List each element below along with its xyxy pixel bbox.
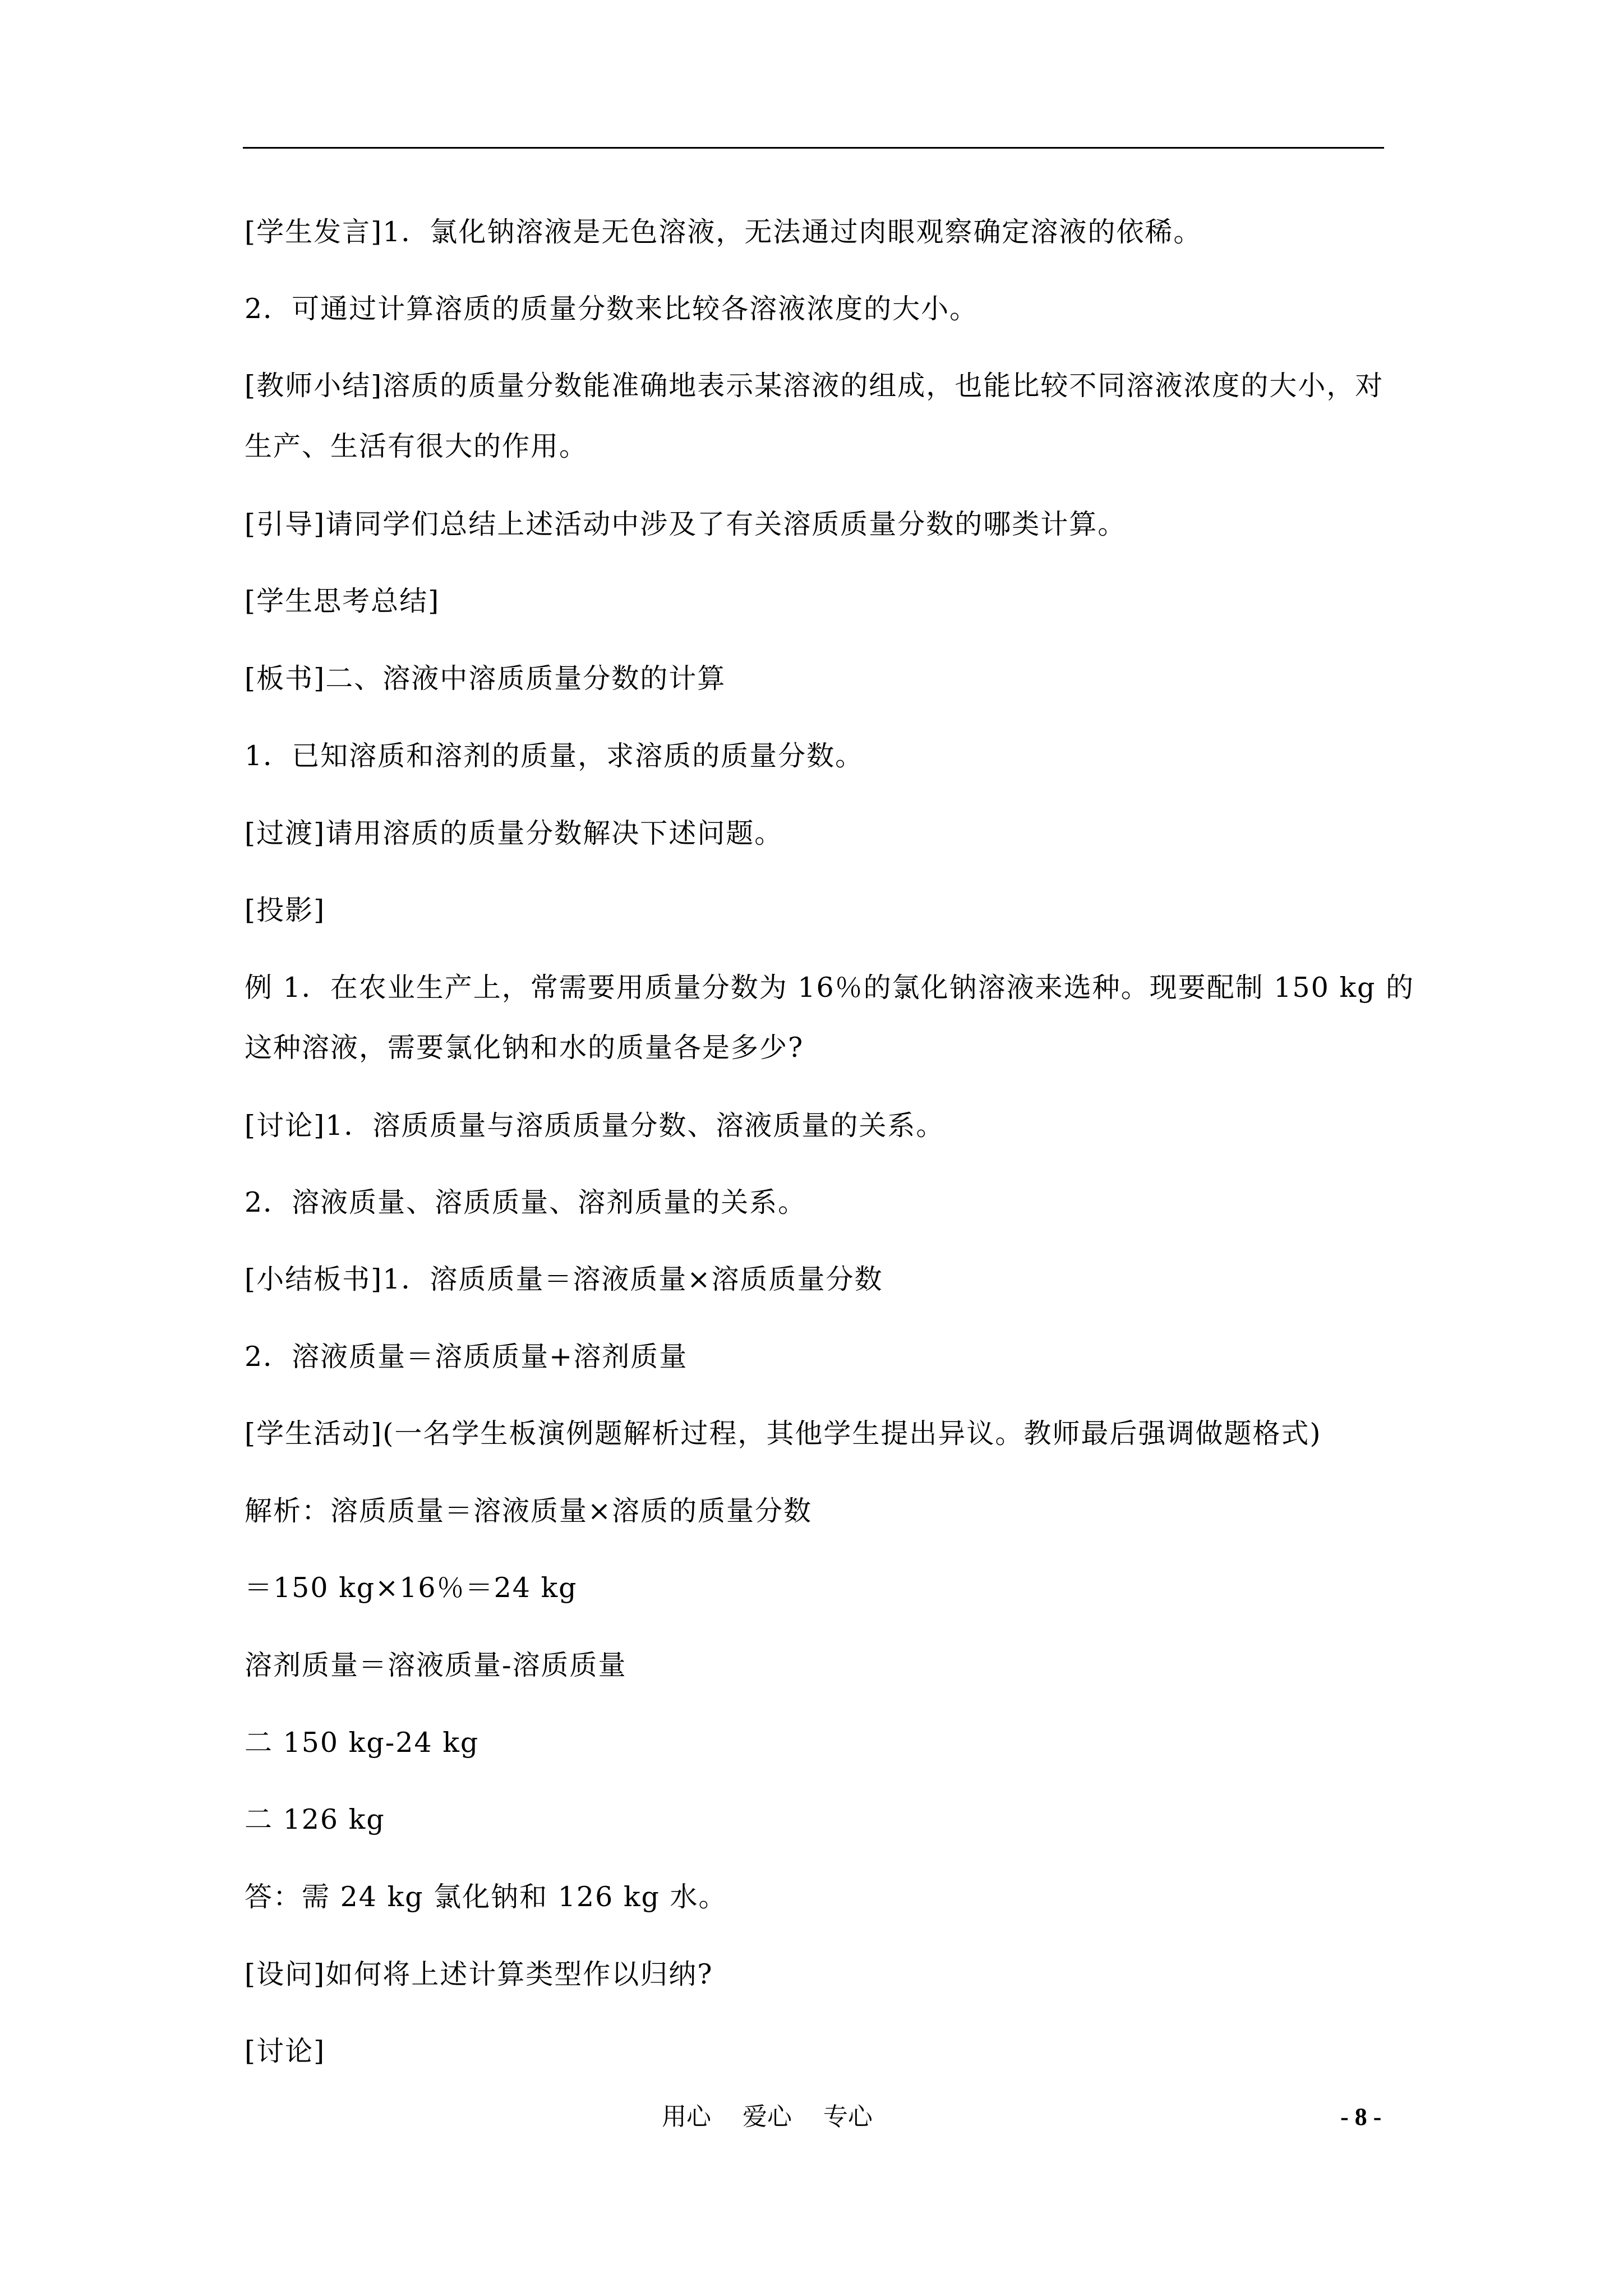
footer-motto: 用心 爱心 专心 (662, 2102, 873, 2131)
text-line: [小结板书]1．溶质质量＝溶液质量×溶质质量分数 (245, 1263, 883, 1295)
text-line: [投影] (245, 894, 326, 926)
text-line: 生产、生活有很大的作用。 (245, 430, 588, 462)
text-line: 1．已知溶质和溶剂的质量，求溶质的质量分数。 (245, 740, 864, 772)
text-line: 2．可通过计算溶质的质量分数来比较各溶液浓度的大小。 (245, 293, 979, 325)
text-line: 解析：溶质质量＝溶液质量×溶质的质量分数 (245, 1495, 813, 1527)
text-line: [学生发言]1．氯化钠溶液是无色溶液，无法通过肉眼观察确定溶液的依稀。 (245, 216, 1202, 248)
text-line: [讨论]1．溶质质量与溶质质量分数、溶液质量的关系。 (245, 1110, 945, 1142)
text-line: 二 126 kg (245, 1803, 385, 1835)
text-line: [板书]二、溶液中溶质质量分数的计算 (245, 662, 726, 694)
text-line: [学生活动](一名学生板演例题解析过程，其他学生提出异议。教师最后强调做题格式) (245, 1418, 1322, 1450)
text-line: [引导]请同学们总结上述活动中涉及了有关溶质质量分数的哪类计算。 (245, 508, 1127, 540)
text-line: 答：需 24 kg 氯化钠和 126 kg 水。 (245, 1881, 727, 1913)
text-line: [设问]如何将上述计算类型作以归纳? (245, 1958, 713, 1990)
text-line: 二 150 kg-24 kg (245, 1727, 479, 1759)
text-line: ＝150 kg×16％＝24 kg (245, 1572, 578, 1604)
page-number: - 8 - (1340, 2103, 1382, 2131)
text-line: [讨论] (245, 2035, 326, 2067)
text-line: [过渡]请用溶质的质量分数解决下述问题。 (245, 817, 783, 849)
text-line: 2．溶液质量、溶质质量、溶剂质量的关系。 (245, 1186, 807, 1218)
text-line: 2．溶液质量＝溶质质量+溶剂质量 (245, 1341, 688, 1373)
text-line: [学生思考总结] (245, 585, 440, 617)
text-line: 这种溶液，需要氯化钠和水的质量各是多少? (245, 1032, 804, 1064)
text-line: 溶剂质量＝溶液质量-溶质质量 (245, 1649, 627, 1681)
header-rule (243, 147, 1384, 149)
text-line: 例 1．在农业生产上，常需要用质量分数为 16％的氯化钠溶液来选种。现要配制 150 kg 的 (245, 972, 1414, 1004)
text-line: [教师小结]溶质的质量分数能准确地表示某溶液的组成，也能比较不同溶液浓度的大小，对 (245, 370, 1384, 402)
